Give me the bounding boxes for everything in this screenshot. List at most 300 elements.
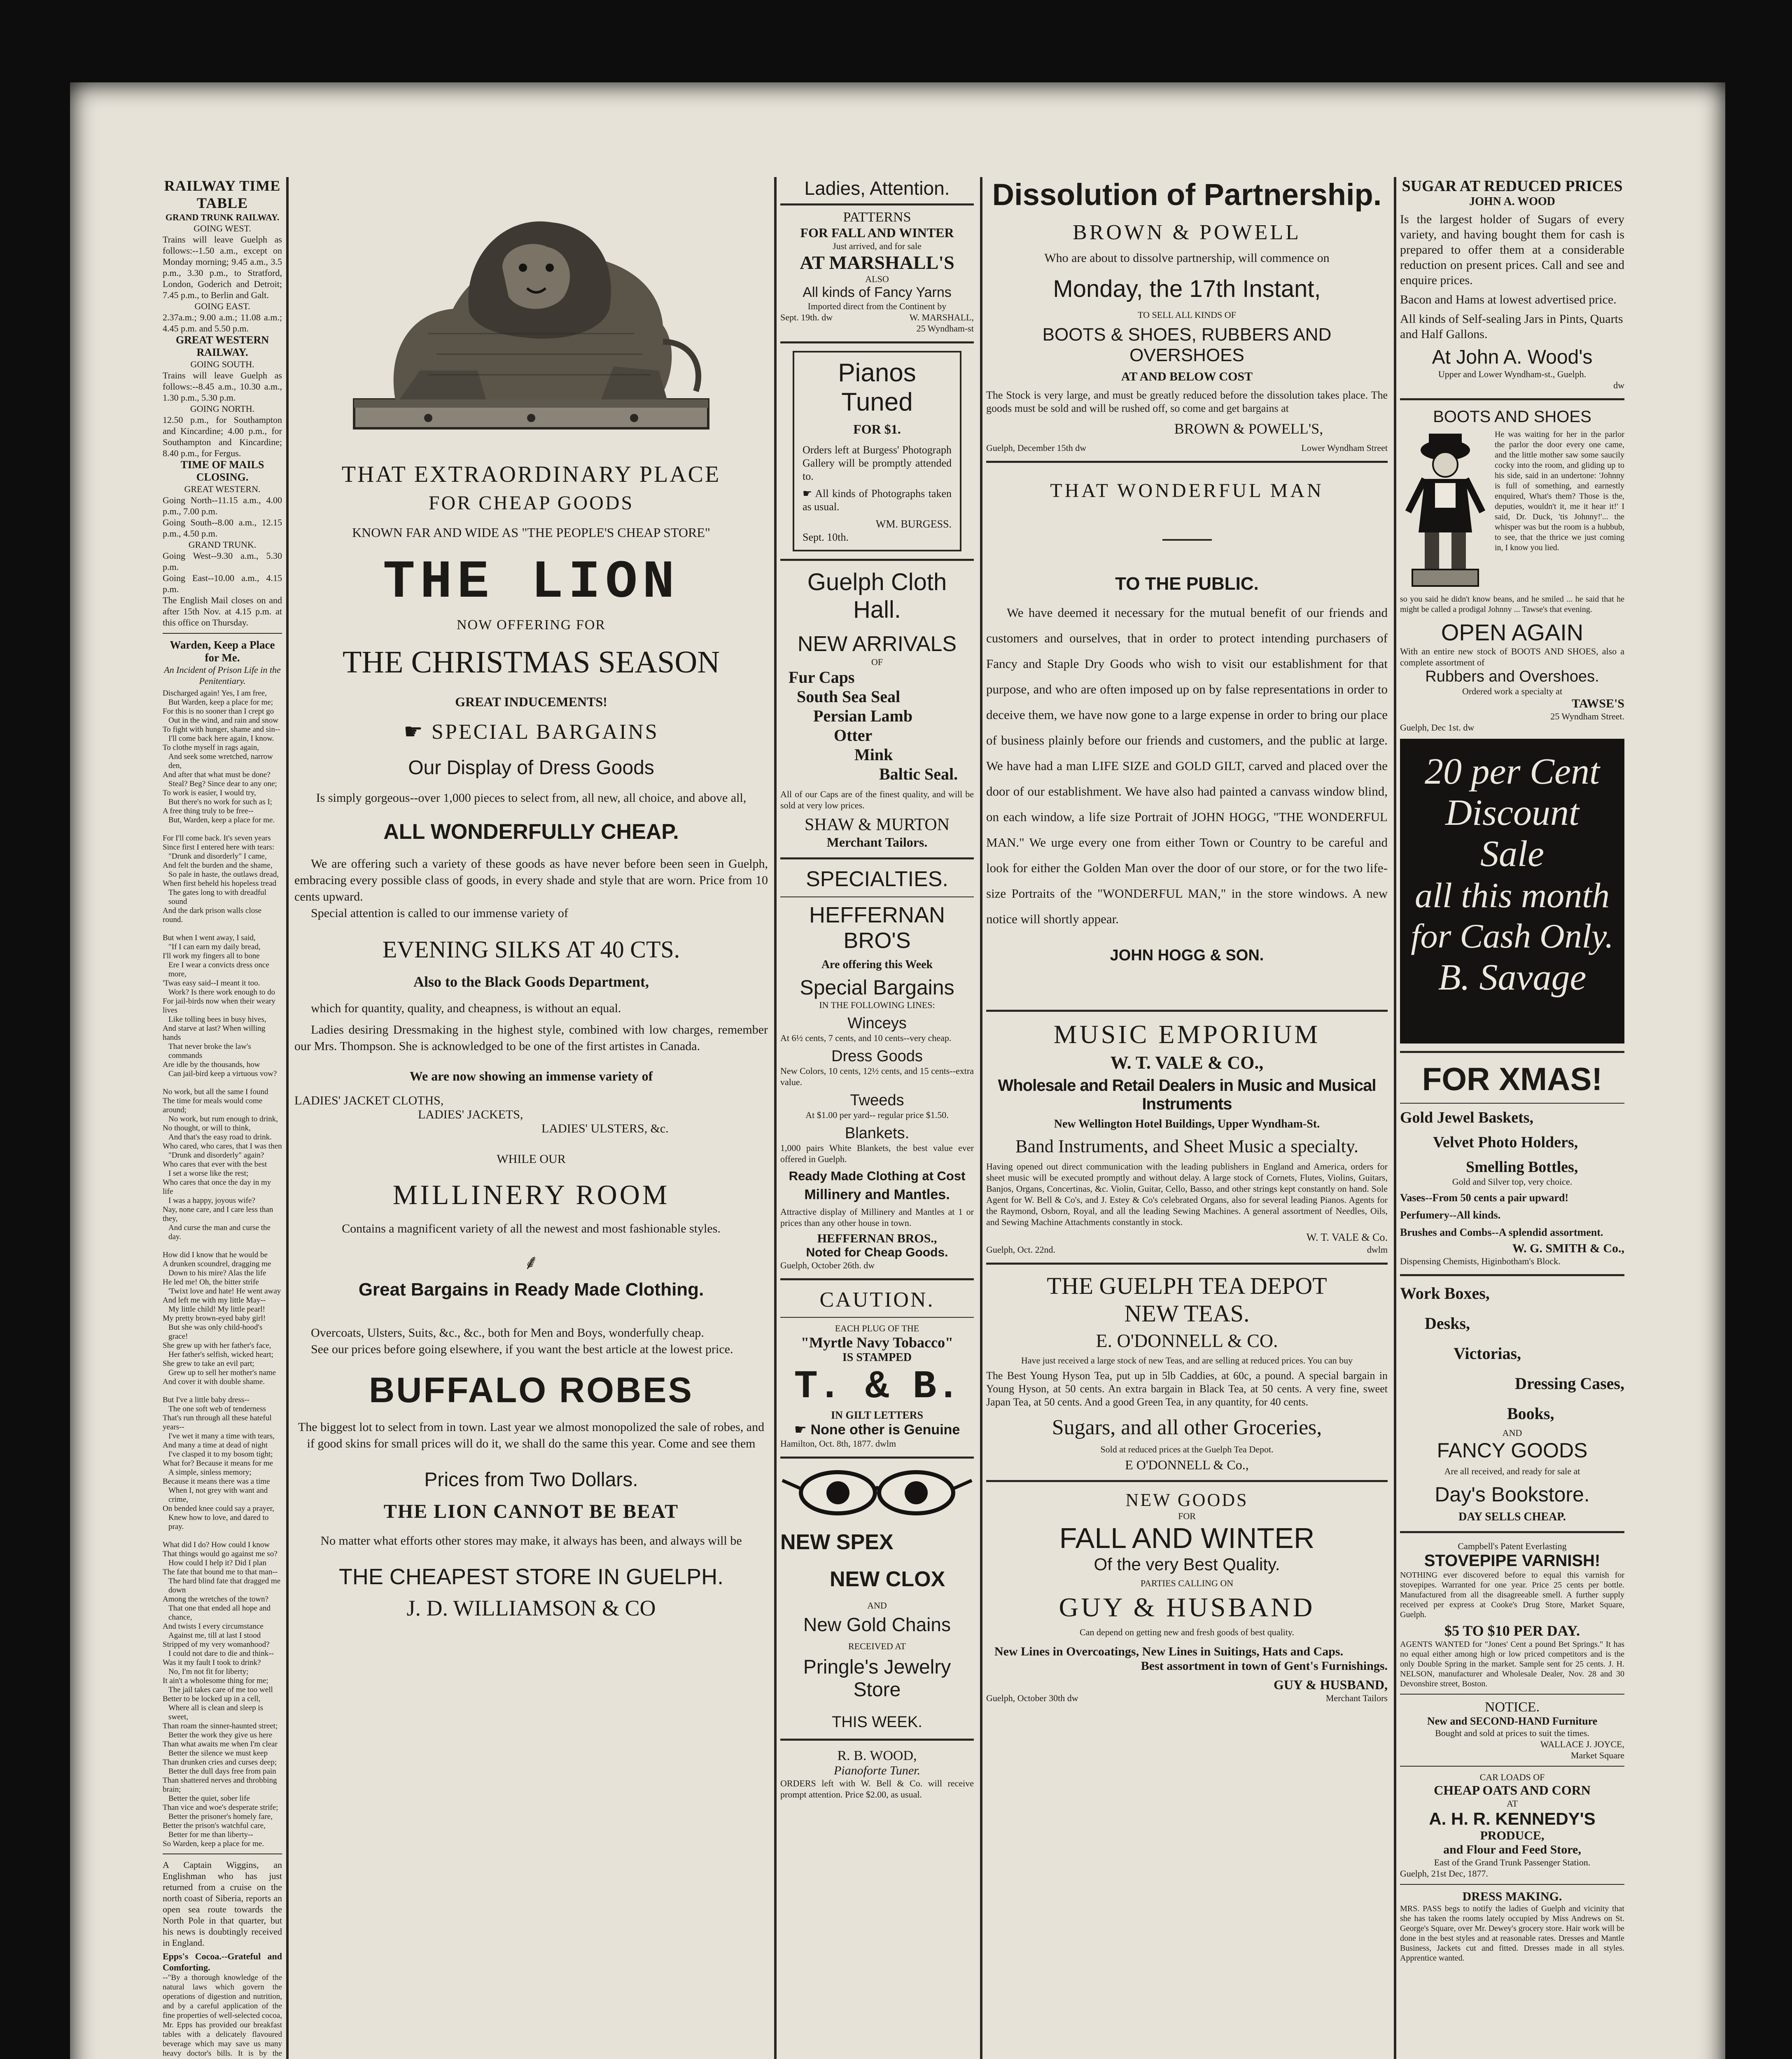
poem-line: Because it means there was a time (163, 1477, 270, 1486)
poem-line: I've clasped it to my bosom tight; (168, 1450, 273, 1459)
marshall-address: 25 Wyndham-st (916, 323, 974, 334)
poem-line: And left me with my little May-- (163, 1296, 266, 1305)
divider (780, 203, 974, 205)
car-loads: CAR LOADS OF (1479, 1772, 1545, 1782)
mails-line: Going South--8.00 a.m., 12.15 p.m., 4.50 p.m. (163, 517, 282, 539)
pointing-hand-icon: ☛ (404, 720, 432, 744)
poem-line: "Drunk and disorderly" again? (168, 1151, 264, 1160)
winceys-text: At 6½ cents, 7 cents, and 10 cents--very cheap. (780, 1033, 952, 1043)
caps-text: All of our Caps are of the finest quality, and will be sold at very low prices. (780, 789, 974, 810)
column-4 (986, 177, 1388, 1704)
agents-text: AGENTS WANTED for "Jones' Cent a pound Bet Springs." It has no equal either among high or low priced competitors and is the only Double Spring in the market. Sample sent for 25 cents. J. H. NELSON, manufacturer and Wholesale Dealer, Nov. 28 and 30 Devonshire street, Boston. (1400, 1640, 1624, 1688)
christmas-season: THE CHRISTMAS SEASON (342, 645, 720, 679)
poem-line: For jail-birds now when their weary lives (163, 997, 275, 1015)
poem-line: And cover it with double shame. (163, 1377, 265, 1386)
poem-line: But there's no work for such as I; (168, 798, 272, 806)
tea-depot: THE GUELPH TEA DEPOT (1047, 1272, 1327, 1299)
divider (986, 461, 1388, 463)
divider (986, 1010, 1388, 1012)
poem-line: And many a time at dead of night (163, 1441, 268, 1450)
attractive-text: Attractive display of Millinery and Mantles at 1 or prices than any other house in town. (780, 1207, 974, 1228)
poem-line: And that's the easy road to drink. (168, 1133, 272, 1142)
days-bookstore: Day's Bookstore. (1435, 1483, 1590, 1506)
parties-calling: PARTIES CALLING ON (1140, 1578, 1234, 1588)
at-label: AT (1507, 1798, 1518, 1809)
poem-body (163, 689, 282, 1849)
now-offering: NOW OFFERING FOR (457, 617, 606, 633)
poem-line: Than roam the sinner-haunted street; (163, 1722, 278, 1730)
poem-line: It ain't a wholesome thing for me; (163, 1676, 268, 1685)
jars-text: All kinds of Self-sealing Jars in Pints, Quarts and Half Gallons. (1400, 312, 1623, 341)
vale-footer (986, 1244, 1388, 1255)
poem-line: I'll come back here again, I know. (168, 734, 274, 743)
savage-line: all this month (1414, 875, 1610, 915)
noted-cheap: Noted for Cheap Goods. (806, 1246, 948, 1259)
poem-line: Steal? Beg? Since dear to any one; (168, 780, 277, 788)
winceys: Winceys (847, 1015, 907, 1032)
poem-line: Better for me than liberty-- (168, 1830, 253, 1839)
wonderful-man: THAT WONDERFUL MAN (1050, 480, 1324, 502)
bp-signature: BROWN & POWELL'S, (1174, 420, 1323, 437)
lion-illustration (346, 177, 716, 449)
best-quality: Of the very Best Quality. (1094, 1555, 1280, 1574)
joyce: WALLACE J. JOYCE, (1540, 1739, 1624, 1749)
poem-line: A drunken scoundrel, dragging me (163, 1260, 271, 1268)
work-boxes: Work Boxes, (1400, 1284, 1490, 1303)
tawse-text: so you said he didn't know beans, and he smiled ... he said that he might be called a prodigal Johnny ... Tawse's that evening. (1400, 595, 1624, 614)
this-week: THIS WEEK. (832, 1713, 922, 1731)
going-south: GOING SOUTH. (190, 359, 254, 369)
pianoforte-tuner: Pianoforte Tuner. (833, 1764, 920, 1777)
poem-line: Better the work they give us here (168, 1731, 273, 1739)
bp-footer (986, 442, 1388, 453)
john-a-wood: JOHN A. WOOD (1469, 195, 1555, 208)
for: FOR (1178, 1511, 1196, 1521)
poem-line: Her father's selfish, wicked heart; (168, 1350, 274, 1359)
below-cost: AT AND BELOW COST (1121, 370, 1253, 383)
vale-code: dwlm (1367, 1244, 1388, 1255)
see-prices-text: See our prices before going elsewhere, if you want the best article at the lowest price. (311, 1342, 733, 1356)
divider (780, 857, 974, 859)
hamilton-date: Hamilton, Oct. 8th, 1877. dwlm (780, 1438, 896, 1449)
column-rule (774, 177, 777, 2059)
poem-line: No, I'm not fit for liberty; (168, 1667, 249, 1676)
poem-line: But, Warden, keep a place for me. (168, 816, 275, 824)
pianos-tuned: Pianos Tuned (838, 359, 916, 416)
open-text: With an entire new stock of BOOTS AND SHOES, also a complete assortment of (1400, 646, 1624, 668)
buffalo-robes: BUFFALO ROBES (369, 1370, 693, 1410)
poem-line: To work is easier, I would try, (163, 789, 256, 797)
burgess-name: WM. BURGESS. (875, 518, 952, 530)
divider (1400, 1274, 1624, 1276)
wg-smith: W. G. SMITH & Co., (1512, 1242, 1624, 1255)
to-the-public: TO THE PUBLIC. (1115, 574, 1259, 594)
poem-line: Who cares that ever with the best (163, 1160, 267, 1169)
mails-line: The English Mail closes on and after 15th Nov. at 4.15 p.m. at this office on Thursday. (163, 595, 282, 628)
myrtle-navy: "Myrtle Navy Tobacco" (801, 1334, 953, 1351)
mails-line: Going East--10.00 a.m., 4.15 p.m. (163, 573, 282, 594)
williamson-signature: J. D. WILLIAMSON & CO (406, 1596, 656, 1620)
dissolution-heading: Dissolution of Partnership. (992, 177, 1382, 212)
flour-feed: and Flour and Feed Store, (1443, 1843, 1581, 1856)
poem-line: On bended knee could say a prayer, (163, 1504, 274, 1513)
poem-line: Better the quiet, sober life (168, 1794, 250, 1803)
and: AND (867, 1600, 887, 1611)
poem-line: My little child! My little pearl! (168, 1305, 265, 1314)
poem-line: But when I went away, I said, (163, 934, 256, 942)
poem-line: How could I help it? Did I plan (168, 1559, 266, 1567)
cheap-oats-corn: CHEAP OATS AND CORN (1434, 1783, 1591, 1798)
public-text: We have deemed it necessary for the mutual benefit of our friends and customers and ourselves, that in order to protect intending purchasers of Fancy and Staple Dry Goods who wish to visit our establishment for that purpose, and who are often imposed up on by false representations in order to deceive them, we have now gone to a large expense in order to bring our place of business plainly before our friends and customers, and the public at large. We have had a man LIFE SIZE and GOLD GILT, carved and placed over the door of our establishment. We have also had painted a canvass window blind, on each window, a life size Portrait of JOHN HOGG, "THE WONDERFUL MAN." We urge every one from either Town or Country to be careful and look for either the Golden Man over the door of our store, or for the two life-size Portraits of the "WONDERFUL MAN," in the store windows. A new notice will shortly appear. (986, 605, 1388, 926)
poem-line: Who cared, who cares, that I was then (163, 1142, 282, 1151)
is-stamped: IS STAMPED (842, 1351, 912, 1364)
poem-line (163, 825, 282, 834)
dressmaking-text: Ladies desiring Dressmaking in the highest style, combined with low charges, remember our Mrs. Thompson. She is acknowledged to be one of the first artistes in Canada. (294, 1023, 768, 1053)
mails-heading: TIME OF MAILS CLOSING. (180, 459, 264, 483)
sold-reduced: Sold at reduced prices at the Guelph Tea Depot. (1100, 1444, 1274, 1454)
savage-line: Sale (1480, 833, 1544, 874)
tawse-date: Guelph, Dec 1st. dw (1400, 722, 1475, 733)
poem-line: Than what awaits me when I'm clear (163, 1740, 278, 1749)
poem-line: Down to his mire? Alas the life (168, 1269, 266, 1277)
new-goods: NEW GOODS (1125, 1490, 1248, 1510)
grand-trunk-label: GRAND TRUNK. (188, 539, 257, 550)
poem-line: And curse the man and curse the day. (168, 1223, 271, 1241)
marshall-footer (780, 312, 974, 323)
poem-line: Better the dull days free from pain (168, 1767, 276, 1776)
wiggins-item: A Captain Wiggins, an Englishman who has just returned from a cruise on the north coast of Siberia, reports an open sea route towards the North Pole in that quarter, but his news is doubtingly received in England. (163, 1860, 282, 1948)
divider (1400, 398, 1624, 400)
gwr-north-text: 12.50 p.m., for Southampton and Kincardine; 4.00 p.m., for Southampton and Kincardine; 8.40 p.m., for Fergus. (163, 415, 282, 458)
pointing-hand-icon: ☛ (803, 488, 815, 500)
poem-line: And starve at last? When willing hands (163, 1024, 266, 1042)
smith-address: Dispensing Chemists, Higinbotham's Block. (1400, 1256, 1561, 1266)
ladies-ulsters: LADIES' ULSTERS, &c. (541, 1122, 669, 1135)
furniture: New and SECOND-HAND Furniture (1427, 1715, 1598, 1727)
poem-line: My pretty brown-eyed baby girl! (163, 1314, 266, 1323)
poem-line: "Drunk and disorderly" I came, (168, 852, 267, 861)
sugars-groceries: Sugars, and all other Groceries, (1052, 1416, 1322, 1439)
pianos-ad (793, 351, 961, 551)
poem-line: Better the silence we must keep (168, 1749, 268, 1758)
poem-subtitle: An Incident of Prison Life in the Penitentiary. (164, 665, 281, 686)
tweeds: Tweeds (850, 1092, 904, 1109)
gilt-letters: IN GILT LETTERS (831, 1409, 923, 1421)
gorgeous-text: Is simply gorgeous--over 1,000 pieces to select from, all new, all choice, and above all, (316, 791, 747, 805)
photos-text: ☛ All kinds of Photographs taken as usual. (803, 488, 952, 513)
poem-line: That one that ended all hope and chance, (168, 1604, 271, 1622)
poem-line: I could not dare to die and think-- (168, 1649, 274, 1658)
guy-footer (986, 1692, 1388, 1704)
guy-husband: GUY & HUSBAND (1059, 1592, 1315, 1622)
divider (1400, 1103, 1624, 1104)
poem-line: Knew how to love, and dared to pray. (168, 1513, 269, 1531)
poem-line: How did I know that he would be (163, 1251, 268, 1259)
odonnell-signature: E O'DONNELL & Co., (1125, 1457, 1249, 1472)
varnish-text: NOTHING ever discovered before to equal this varnish for stovepipes. Warranted for one year. Price 25 cents per bottle. Manufactured from all the disagreeable smell. A further supply received per express at Cooke's Drug Store, Market Square, Guelph. (1400, 1571, 1624, 1619)
divider (986, 1263, 1388, 1265)
millinery-text: Contains a magnificent variety of all the newest and most fashionable styles. (342, 1222, 721, 1235)
divider (780, 1317, 974, 1318)
poem-line: I was a happy, joyous wife? (168, 1196, 255, 1205)
vale-signature: W. T. VALE & Co. (1306, 1231, 1388, 1243)
stovepipe-varnish: STOVEPIPE VARNISH! (1424, 1552, 1601, 1570)
per-day: $5 TO $10 PER DAY. (1444, 1622, 1580, 1639)
shaw-murton: SHAW & MURTON (805, 815, 950, 834)
each-plug: EACH PLUG OF THE (835, 1323, 919, 1333)
poem-line: Who cares that once the day in my life (163, 1178, 271, 1196)
known-far: KNOWN FAR AND WIDE AS "THE PEOPLE'S CHEAP STORE" (352, 525, 710, 540)
tweeds-text: At $1.00 per yard-- regular price $1.50. (805, 1110, 949, 1120)
tea-text: The Best Young Hyson Tea, put up in 5lb Caddies, at 60c, a pound. A special bargain in Young Hyson, at 50 cents. An extra bargain in Black Tea, at 50 cents. A very fine, sweet Japan Tea, at 50 cents. And a good Green Tea, in any quantity, for 40 cents. (986, 1370, 1388, 1408)
poem-line: What did I do? How could I know (163, 1541, 270, 1549)
poem-line: Grew up to sell her mother's name (168, 1368, 276, 1377)
column-rule (286, 177, 289, 2059)
offering-this-week: Are offering this Week (821, 958, 933, 971)
fancy-yarns: All kinds of Fancy Yarns (803, 285, 952, 300)
divider (780, 896, 974, 897)
sugar-text: Is the largest holder of Sugars of every variety, and having bought them for cash is prepared to offer them at a considerable reduction on present prices. Call and see and enquire prices. (1400, 212, 1624, 287)
divider (1400, 1051, 1624, 1053)
savage-discount-ad (1400, 739, 1624, 1044)
poem-line: Better to be locked up in a cell, (163, 1695, 261, 1703)
poem-line: Than vice and woe's desperate strife; (163, 1803, 278, 1812)
to-sell: TO SELL ALL KINDS OF (1138, 310, 1236, 320)
column-rule (980, 177, 982, 2059)
poem-line: Was it my fault I took to drink? (163, 1658, 261, 1667)
varnish-pre: Campbell's Patent Everlasting (1458, 1541, 1567, 1551)
rb-wood-text: ORDERS left with W. Bell & Co. will receive prompt attention. Price $2.00, as usual. (780, 1778, 974, 1800)
music-text: Having opened out direct communication with the leading publishers in England and America, orders for sheet music will be executed promptly and without delay. A large stock of Cornets, Flutes, Violins, Guitars, Banjos, Organs, Concertinas, &c. Violin, Guitar, Cello, Basso, and other strings kept constantly on hand. Sole Agent for W. Bell & Co's, and J. Estey & Co's celebrated Organs, also for several leading Pianos. Agents for the Raymond, Osborn, Royal, and all the leading Sewing Machines. A general assortment of Needles, Oils, and Sewing Machine Attachments constantly in stock. (986, 1161, 1388, 1227)
dress-making: DRESS MAKING. (1462, 1890, 1562, 1903)
all-wonderfully-cheap: ALL WONDERFULLY CHEAP. (383, 820, 679, 844)
going-north: GOING NORTH. (190, 404, 255, 414)
divider (1400, 1531, 1624, 1533)
notice: NOTICE. (1484, 1699, 1540, 1715)
guy-date: Guelph, October 30th dw (986, 1693, 1078, 1703)
poem-line (163, 1531, 282, 1541)
extraordinary-place: THAT EXTRAORDINARY PLACE (341, 462, 721, 487)
divider (1400, 1884, 1624, 1885)
poem-line: She grew up with her father's face, (163, 1341, 271, 1350)
quality-text: which for quantity, quality, and cheapness, is without an equal. (311, 1001, 621, 1015)
depend-text: Can depend on getting new and fresh goods of best quality. (1080, 1627, 1294, 1637)
new-arrivals: NEW ARRIVALS (797, 632, 957, 656)
poem-line: So Warden, keep a place for me. (163, 1840, 264, 1848)
at-marshalls: AT MARSHALL'S (800, 252, 954, 273)
poem-line: To fight with hunger, shame and sin-- (163, 725, 280, 734)
poem-line: I'll work my fingers all to bone (163, 952, 260, 960)
prices-from: Prices from Two Dollars. (424, 1469, 638, 1491)
fur-caps: Fur Caps (789, 668, 855, 686)
poem-title: Warden, Keep a Place for Me. (170, 639, 275, 664)
just-arrived: Just arrived, and for sale (833, 241, 922, 251)
spectacles-icon (780, 1466, 974, 1520)
epps-text: --"By a thorough knowledge of the natural laws which govern the operations of digestion and nutrition, and by a careful application of the fine properties of well-selected cocoa, Mr. Epps has provided our breakfast tables with a delicately flavoured beverage which may save us many heavy doctor's bills. It is by the (163, 1973, 282, 2058)
perfumery: Perfumery--All kinds. (1400, 1209, 1501, 1221)
divider (780, 341, 974, 343)
poem-line: No thought, or will to think, (163, 1124, 251, 1132)
south-sea-seal: South Sea Seal (797, 687, 901, 706)
divider (1400, 1766, 1624, 1767)
kennedys: A. H. R. KENNEDY'S (1429, 1809, 1596, 1828)
poem-line: For this is no sooner than I crept go (163, 707, 274, 716)
dress-goods-display: Our Display of Dress Goods (408, 757, 654, 779)
poem-line: The gates long to with dreadful sound (168, 888, 266, 906)
poem-line: She grew to take an evil part; (163, 1359, 254, 1368)
savage-line: B. Savage (1438, 957, 1587, 998)
poem-line: So pale in haste, the outlaws dread, (168, 870, 279, 879)
rb-wood: R. B. WOOD, (837, 1748, 917, 1763)
ordered-work: Ordered work a specialty at (1462, 686, 1563, 696)
poem-line: No work, but rum enough to drink, (168, 1115, 278, 1123)
poem-line: "If I can earn my daily bread, (168, 943, 261, 951)
john-hogg-son: JOHN HOGG & SON. (1110, 947, 1264, 964)
cheap-goods: FOR CHEAP GOODS (428, 492, 634, 514)
savage-line: Discount (1445, 792, 1579, 833)
jewel-baskets: Gold Jewel Baskets, (1400, 1109, 1534, 1126)
new-spex: NEW SPEX (780, 1530, 894, 1554)
tawses: TAWSE'S (1572, 697, 1624, 710)
railway-title: RAILWAY TIME TABLE (164, 177, 281, 211)
victorias: Victorias, (1454, 1344, 1521, 1363)
wholesale-retail: Wholesale and Retail Dealers in Music and Musical Instruments (998, 1076, 1376, 1113)
books: Books, (1507, 1404, 1554, 1423)
poem-line: The jail takes care of me too well (168, 1685, 273, 1694)
fall-and-winter: FALL AND WINTER (1059, 1522, 1315, 1554)
great-western-label: GREAT WESTERN. (184, 484, 261, 494)
fancy-goods: FANCY GOODS (1437, 1439, 1588, 1462)
divider (1400, 1694, 1624, 1695)
new-clox: NEW CLOX (830, 1567, 945, 1591)
bp-date: Guelph, December 15th dw (986, 443, 1087, 453)
poem-line: A simple, sinless memory; (168, 1468, 252, 1477)
attention-text: Special attention is called to our immense variety of (311, 906, 568, 920)
wood-code: dw (1613, 380, 1624, 390)
divider (780, 1278, 974, 1280)
mink: Mink (854, 745, 893, 764)
ladies-jackets: LADIES' JACKETS, (418, 1108, 523, 1121)
ladies-attention: Ladies, Attention. (804, 177, 950, 199)
ready-made-cost: Ready Made Clothing at Cost (789, 1169, 966, 1183)
odonnell: E. O'DONNELL & CO. (1096, 1330, 1278, 1351)
jacket-cloths: LADIES' JACKET CLOTHS, (294, 1094, 444, 1107)
guy-husband-signature: GUY & HUSBAND, (1273, 1677, 1388, 1692)
gold-silver: Gold and Silver top, very choice. (1452, 1177, 1573, 1187)
poem-line: And felt the burden and the shame, (163, 861, 273, 870)
caution: CAUTION. (819, 1288, 935, 1312)
received-at: RECEIVED AT (848, 1641, 906, 1651)
for-xmas: FOR XMAS! (1422, 1061, 1603, 1097)
blankets-text: 1,000 pairs White Blankets, the best value ever offered in Guelph. (780, 1143, 974, 1164)
newspaper-page (70, 82, 1725, 2059)
poem-line: That never broke the law's commands (168, 1042, 251, 1060)
patterns: PATTERNS (843, 210, 911, 225)
none-genuine: ☛ None other is Genuine (794, 1422, 960, 1438)
poem-line: No work, but all the same I found (163, 1088, 268, 1096)
marshall-name: W. MARSHALL, (909, 312, 974, 322)
heffernan-bros: HEFFERNAN BRO'S (809, 903, 945, 953)
guy-tailors: Merchant Tailors (1325, 1693, 1388, 1703)
open-again: OPEN AGAIN (1441, 619, 1584, 645)
poem-line: And seek some wretched, narrow den, (168, 752, 273, 770)
immense-variety: We are now showing an immense variety of (409, 1069, 653, 1083)
divider (780, 1457, 974, 1459)
gwr-south-text: Trains will leave Guelph as follows:--8.45 a.m., 10.30 a.m., 1.30 p.m., 5.30 p.m. (163, 370, 282, 403)
poem-line: I've wet it many a time with tears, (168, 1432, 275, 1440)
mails-line: Going West--9.30 a.m., 5.30 p.m. (163, 551, 282, 572)
baltic-seal: Baltic Seal. (879, 765, 958, 783)
going-east: GOING EAST. (194, 301, 250, 311)
gold-chains: New Gold Chains (803, 1614, 951, 1635)
poem-line (163, 1387, 282, 1396)
heffernan-bros-signature: HEFFERNAN BROS., (817, 1232, 937, 1245)
going-west: GOING WEST. (194, 223, 251, 233)
divider (780, 1739, 974, 1741)
epps-heading: Epps's Cocoa.--Grateful and Comforting. (163, 1951, 282, 1973)
best-assortment: Best assortment in town of Gent's Furnishings. (1141, 1659, 1388, 1673)
ready-made-clothing: Great Bargains in Ready Made Clothing. (358, 1279, 704, 1300)
poem-line: Work? Is there work enough to do (168, 988, 275, 997)
boots-and-shoes: BOOTS AND SHOES (1433, 408, 1591, 426)
boots-shoes-rubbers: BOOTS & SHOES, RUBBERS AND OVERSHOES (1042, 324, 1332, 365)
millinery-mantles: Millinery and Mantles. (804, 1187, 950, 1202)
dress-goods: Dress Goods (831, 1048, 923, 1065)
millinery-room: MILLINERY ROOM (392, 1179, 670, 1210)
variety-text: We are offering such a variety of these goods as have never before been seen in Guelph, embracing every possible class of goods, in every shade and style that are worn. Price from 10 cents upward. (294, 857, 768, 903)
column-2 (294, 177, 768, 1621)
boots-text: He was waiting for her in the parlor the parlor the door every one came, and the little mother saw some saucily cocky into the room, and gliding up to his side, said in an undertone: 'Johnny is full of something, and earnestly enquired, What's them? Those is the, deputies, wouldn't it, me it hear it!' I said, Dr. Duck, 'tis Johnny!'... the whisper was but the room is a hubbub, to see, that the thrice we just coming in, I know you lied. (1495, 430, 1624, 552)
tb-stamp: T. & B. (794, 1364, 960, 1409)
poem-line: But I've a little baby dress-- (163, 1396, 250, 1404)
gtr-heading: GRAND TRUNK RAILWAY. (165, 212, 280, 222)
poem-line: He led me! Oh, the bitter strife (163, 1278, 259, 1286)
poem-line (163, 924, 282, 934)
the-lion-title: THE LION (383, 553, 680, 613)
tawse-address: 25 Wyndham Street. (1550, 711, 1624, 721)
at-john-wood: At John A. Wood's (1432, 346, 1593, 368)
poem-line: To clothe myself in rags again, (163, 743, 259, 752)
bp-address: Lower Wyndham Street (1301, 443, 1388, 453)
kennedy-date: Guelph, 21st Dec, 1877. (1400, 1868, 1488, 1879)
pointing-hand-icon: ☛ (794, 1422, 811, 1438)
column-5 (1400, 177, 1624, 1963)
also: ALSO (865, 274, 889, 284)
poem-line: The one soft web of tenderness (168, 1405, 266, 1413)
mails-line: Going North--11.15 a.m., 4.00 p.m., 7.00 p.m. (163, 495, 282, 516)
short-rule (1162, 539, 1212, 541)
column-1 (163, 177, 282, 2059)
poem-line: When first beheld his hopeless tread (163, 879, 276, 888)
while-our: WHILE OUR (497, 1152, 566, 1166)
wellington-buildings: New Wellington Hotel Buildings, Upper Wyndham-St. (1054, 1118, 1320, 1130)
poem-line: Where all is clean and sleep is sweet, (168, 1704, 264, 1721)
dressing-cases: Dressing Cases, (1515, 1374, 1624, 1393)
poem-line: The hard blind fate that dragged me down (168, 1577, 281, 1594)
poem-line: Than drunken cries and curses deep; (163, 1758, 277, 1767)
desks: Desks, (1425, 1314, 1470, 1333)
poem-line (163, 1242, 282, 1251)
joyce-address: Market Square (1570, 1750, 1624, 1760)
gtr-east-text: 2.37a.m.; 9.00 a.m.; 11.08 a.m.; 4.45 p.m. and 5.50 p.m. (163, 312, 282, 334)
divider (986, 1480, 1388, 1482)
poem-line: Are idle by the thousands, how (163, 1060, 260, 1069)
savage-line: for Cash Only. (1411, 917, 1614, 955)
poem-line: Than shattered nerves and throbbing brain; (163, 1776, 277, 1794)
about-to-dissolve: Who are about to dissolve partnership, will commence on (1044, 251, 1330, 265)
overcoats-text: Overcoats, Ulsters, Suits, &c., &c., both for Men and Boys, wonderfully cheap. (311, 1326, 704, 1340)
marshall-date: Sept. 19th. dw (780, 312, 833, 322)
